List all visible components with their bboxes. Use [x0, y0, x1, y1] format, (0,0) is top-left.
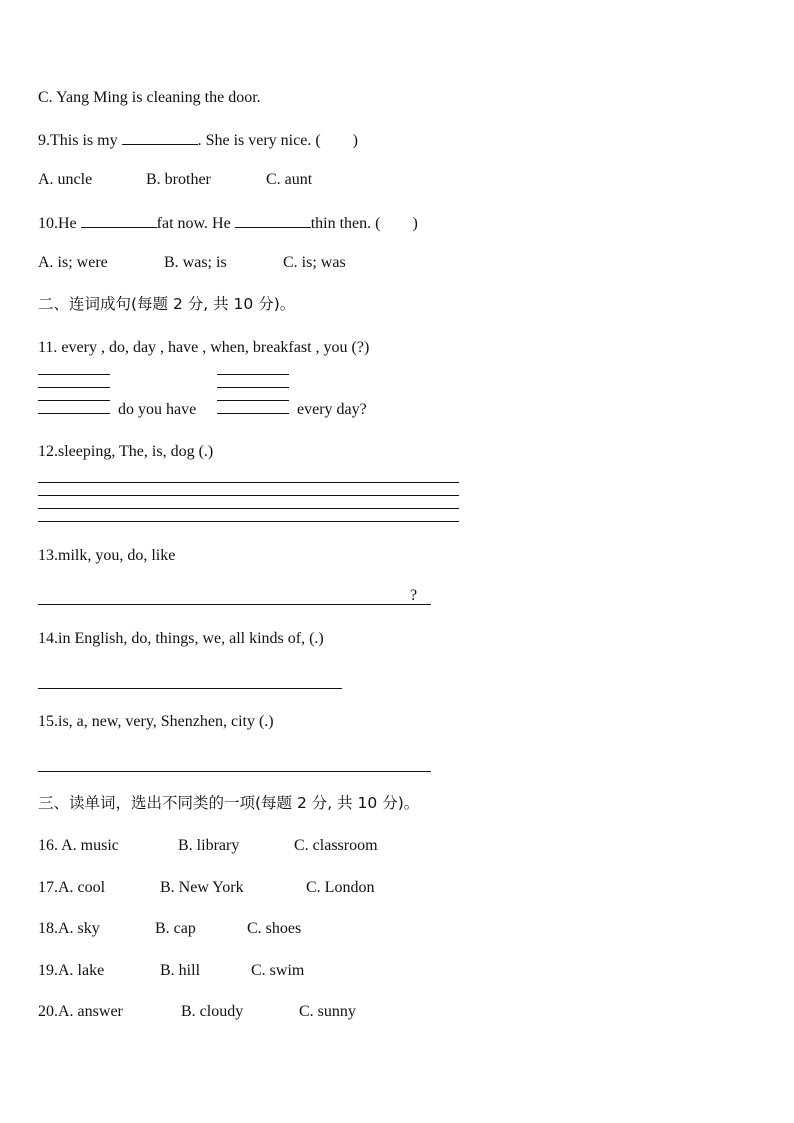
- question-10-stem-middle: fat now. He: [156, 215, 231, 232]
- question-10-stem-end: thin then. (: [310, 215, 381, 232]
- question-20-option-b: B. cloudy: [181, 1003, 244, 1020]
- question-17-option-c: C. London: [306, 879, 375, 896]
- question-20-option-c: C. sunny: [299, 1003, 356, 1020]
- answer-line[interactable]: [217, 387, 289, 388]
- answer-line[interactable]: [38, 688, 342, 689]
- question-11-words: 11. every , do, day , have , when, breakfast , you (?): [38, 339, 370, 356]
- question-10-option-b: B. was; is: [164, 254, 227, 271]
- question-18-option-a: 18.A. sky: [38, 920, 100, 937]
- question-16-option-a: 16. A. music: [38, 837, 119, 854]
- question-17-option-a: 17.A. cool: [38, 879, 106, 896]
- question-9-stem-start: 9.This is my: [38, 132, 118, 149]
- question-15-words: 15.is, a, new, very, Shenzhen, city (.): [38, 713, 274, 730]
- answer-line[interactable]: [38, 374, 110, 375]
- question-10-stem-start: 10.He: [38, 215, 77, 232]
- question-18-option-c: C. shoes: [247, 920, 302, 937]
- question-9: [38, 130, 358, 151]
- question-10: [38, 213, 418, 234]
- question-10-blank-2[interactable]: [235, 213, 311, 228]
- answer-line[interactable]: [38, 521, 459, 522]
- answer-line[interactable]: [217, 400, 289, 401]
- answer-line[interactable]: [38, 413, 110, 414]
- question-16-option-c: C. classroom: [294, 837, 378, 854]
- question-20-option-a: 20.A. answer: [38, 1003, 123, 1020]
- question-14-words: 14.in English, do, things, we, all kinds of, (.): [38, 630, 324, 647]
- question-19-option-a: 19.A. lake: [38, 962, 105, 979]
- answer-line[interactable]: [38, 400, 110, 401]
- question-10-option-a: A. is; were: [38, 254, 108, 271]
- answer-line[interactable]: [38, 771, 431, 772]
- question-13-words: 13.milk, you, do, like: [38, 547, 176, 564]
- question-9-option-c: C. aunt: [266, 171, 313, 188]
- question-10-option-c: C. is; was: [283, 254, 346, 271]
- question-9-blank[interactable]: [122, 130, 198, 145]
- question-18-option-b: B. cap: [155, 920, 196, 937]
- answer-line[interactable]: [217, 374, 289, 375]
- question-11-end-text: every day?: [297, 401, 367, 418]
- section-2-title: 二、连词成句(每题 2 分, 共 10 分)。: [38, 295, 296, 313]
- answer-line[interactable]: [38, 604, 431, 605]
- question-10-blank-1[interactable]: [81, 213, 157, 228]
- answer-line[interactable]: [217, 413, 289, 414]
- question-10-close-paren: ): [412, 215, 418, 232]
- answer-line[interactable]: [38, 495, 459, 496]
- answer-line[interactable]: [38, 482, 459, 483]
- question-12-words: 12.sleeping, The, is, dog (.): [38, 443, 214, 460]
- question-9-option-a: A. uncle: [38, 171, 93, 188]
- answer-line[interactable]: [38, 508, 459, 509]
- question-19-option-b: B. hill: [160, 962, 201, 979]
- question-19-option-c: C. swim: [251, 962, 305, 979]
- question-9-stem-end: . She is very nice. (: [197, 132, 321, 149]
- question-11-middle-text: do you have: [118, 401, 197, 418]
- question-9-option-b: B. brother: [146, 171, 211, 188]
- answer-line[interactable]: [38, 387, 110, 388]
- question-13-question-mark: ?: [410, 587, 418, 604]
- question-9-close-paren: ): [352, 132, 358, 149]
- question-16-option-b: B. library: [178, 837, 240, 854]
- question-17-option-b: B. New York: [160, 879, 244, 896]
- question-8-option-c: C. Yang Ming is cleaning the door.: [38, 89, 261, 106]
- section-3-title: 三、读单词，选出不同类的一项(每题 2 分, 共 10 分)。: [38, 794, 420, 812]
